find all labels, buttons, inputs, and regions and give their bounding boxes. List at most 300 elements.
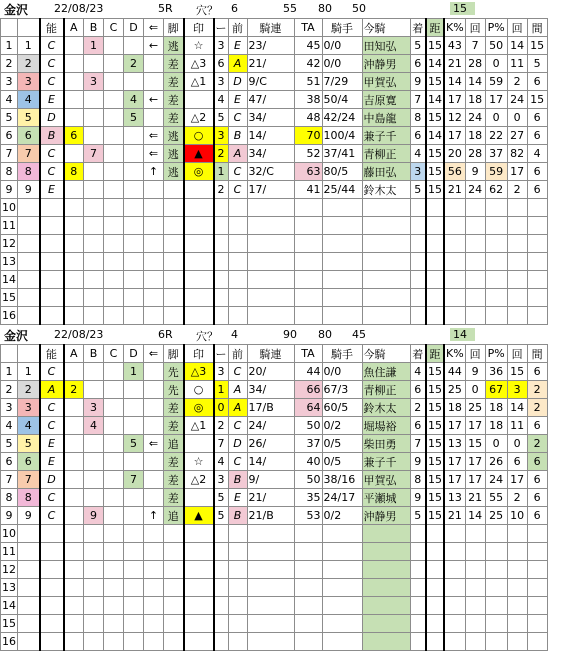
table-cell: 先 (164, 381, 184, 399)
table-cell (228, 289, 247, 307)
table-cell: 8 (410, 109, 426, 127)
table-row (1, 145, 548, 163)
table-cell: 15 (426, 399, 444, 417)
race-header (0, 326, 578, 344)
table-cell (64, 109, 84, 127)
table-cell (507, 615, 527, 633)
table-cell: 6 (410, 55, 426, 73)
table-cell (444, 597, 465, 615)
table-row (1, 199, 548, 217)
table-cell (144, 633, 164, 651)
table-cell: 14 (1, 271, 18, 289)
table-cell: 18 (465, 127, 485, 145)
table-cell: 15 (426, 37, 444, 55)
table-cell: 差 (164, 417, 184, 435)
table-cell: 2 (507, 489, 527, 507)
table-cell (164, 597, 184, 615)
table-cell (410, 253, 426, 271)
table-cell: 8 (18, 163, 40, 181)
header-dist: 15 (450, 2, 475, 15)
table-cell: 魚住謙 (362, 363, 410, 381)
table-cell: 差 (164, 91, 184, 109)
table-cell: 24 (465, 181, 485, 199)
table-cell: 23/ (247, 37, 294, 55)
table-row (1, 561, 548, 579)
table-cell (144, 471, 164, 489)
table-cell (64, 271, 84, 289)
table-row (1, 73, 548, 91)
table-cell (124, 597, 144, 615)
table-cell (104, 381, 124, 399)
table-cell (184, 615, 214, 633)
table-cell (124, 73, 144, 91)
table-cell (247, 289, 294, 307)
column-header: TA (294, 19, 322, 37)
table-cell (485, 199, 507, 217)
table-cell: 66 (294, 381, 322, 399)
table-cell (184, 235, 214, 253)
table-cell (426, 235, 444, 253)
table-cell (214, 525, 229, 543)
table-cell (184, 435, 214, 453)
table-cell (426, 253, 444, 271)
table-cell (294, 235, 322, 253)
table-cell: 17 (465, 453, 485, 471)
table-cell: 4 (214, 91, 229, 109)
table-cell (64, 633, 84, 651)
table-cell (104, 507, 124, 525)
table-cell (444, 543, 465, 561)
table-cell (247, 235, 294, 253)
table-cell (247, 615, 294, 633)
table-cell: 0/2 (322, 507, 362, 525)
table-cell: E (40, 453, 64, 471)
table-cell (426, 561, 444, 579)
table-cell (64, 561, 84, 579)
table-cell: 17 (507, 163, 527, 181)
table-cell: 1 (214, 163, 229, 181)
table-cell (527, 597, 547, 615)
table-cell (144, 181, 164, 199)
column-header: C (104, 19, 124, 37)
table-cell: 13 (1, 579, 18, 597)
table-cell: 17/ (247, 181, 294, 199)
table-cell (410, 235, 426, 253)
table-cell (444, 633, 465, 651)
table-cell (18, 217, 40, 235)
column-header: 騎手 (322, 345, 362, 363)
table-cell: 11 (1, 543, 18, 561)
table-cell: 53 (294, 507, 322, 525)
table-cell: 15 (465, 435, 485, 453)
table-cell (104, 525, 124, 543)
table-cell: 17 (444, 471, 465, 489)
table-cell (444, 289, 465, 307)
table-cell: 7 (18, 471, 40, 489)
column-header: 距 (426, 19, 444, 37)
table-cell (294, 253, 322, 271)
table-cell: ↑ (144, 507, 164, 525)
column-header: P% (485, 19, 507, 37)
table-row (1, 363, 548, 381)
table-cell (64, 145, 84, 163)
table-cell: 14 (444, 73, 465, 91)
table-cell: 7 (410, 435, 426, 453)
table-cell: 10 (1, 199, 18, 217)
table-cell: 17 (465, 417, 485, 435)
table-row (1, 417, 548, 435)
table-cell: 12 (444, 109, 465, 127)
table-cell: 7 (410, 91, 426, 109)
table-cell: 14 (465, 507, 485, 525)
table-cell (40, 615, 64, 633)
table-cell (84, 109, 104, 127)
table-cell (294, 217, 322, 235)
table-cell: 15 (507, 363, 527, 381)
table-cell (84, 633, 104, 651)
table-cell: △3 (184, 363, 214, 381)
column-header: 印 (184, 19, 214, 37)
table-cell: 55 (485, 489, 507, 507)
table-cell: 21/B (247, 507, 294, 525)
table-cell: 40 (294, 453, 322, 471)
table-cell (507, 253, 527, 271)
table-cell (485, 579, 507, 597)
table-cell (124, 579, 144, 597)
table-cell (104, 55, 124, 73)
table-cell (214, 543, 229, 561)
table-cell (84, 525, 104, 543)
table-cell (247, 579, 294, 597)
table-cell (64, 417, 84, 435)
table-cell: 田知弘 (362, 37, 410, 55)
header-n3: 80 (318, 328, 332, 341)
column-header (1, 345, 18, 363)
table-cell (18, 253, 40, 271)
table-cell (485, 615, 507, 633)
table-cell (40, 597, 64, 615)
table-cell (527, 307, 547, 325)
table-cell: 4 (124, 91, 144, 109)
table-cell: ◎ (184, 163, 214, 181)
table-cell: 28 (465, 55, 485, 73)
table-cell: 逃 (164, 127, 184, 145)
table-cell: 0/0 (322, 363, 362, 381)
table-cell (410, 217, 426, 235)
table-cell (84, 163, 104, 181)
table-row (1, 471, 548, 489)
table-cell (362, 217, 410, 235)
table-cell (228, 253, 247, 271)
table-cell (322, 633, 362, 651)
table-row (1, 235, 548, 253)
table-cell: 38 (294, 91, 322, 109)
table-cell: 56 (444, 163, 465, 181)
table-cell (507, 633, 527, 651)
table-cell (444, 217, 465, 235)
table-cell: 21/ (247, 55, 294, 73)
table-cell: 兼子千 (362, 127, 410, 145)
table-cell: 青柳正 (362, 145, 410, 163)
table-cell: 21 (444, 55, 465, 73)
table-cell (444, 199, 465, 217)
table-cell: 16 (1, 633, 18, 651)
column-header: ⇐ (144, 19, 164, 37)
table-cell: 62 (485, 181, 507, 199)
table-cell (84, 363, 104, 381)
table-cell (40, 253, 64, 271)
column-header: ー (214, 345, 229, 363)
table-cell (84, 235, 104, 253)
table-cell (104, 399, 124, 417)
table-cell (184, 289, 214, 307)
table-cell: 先 (164, 363, 184, 381)
table-cell: ▲ (184, 145, 214, 163)
table-cell (527, 543, 547, 561)
table-cell (426, 597, 444, 615)
table-cell: 3 (410, 163, 426, 181)
table-cell (104, 271, 124, 289)
table-cell (410, 307, 426, 325)
table-cell (84, 489, 104, 507)
table-cell: ⇐ (144, 127, 164, 145)
table-cell (18, 597, 40, 615)
table-cell: 7 (1, 471, 18, 489)
table-cell (64, 453, 84, 471)
table-cell: 0 (214, 399, 229, 417)
table-cell: 17 (444, 127, 465, 145)
table-cell (527, 561, 547, 579)
table-cell (164, 217, 184, 235)
table-cell: 6 (410, 381, 426, 399)
table-cell (84, 127, 104, 145)
table-cell: 80/5 (322, 163, 362, 181)
table-cell (40, 199, 64, 217)
table-row (1, 579, 548, 597)
table-cell (214, 633, 229, 651)
column-header: 脚 (164, 345, 184, 363)
table-cell (124, 381, 144, 399)
table-cell (124, 271, 144, 289)
table-cell: ⇐ (144, 145, 164, 163)
table-cell: 0 (465, 381, 485, 399)
table-cell (18, 289, 40, 307)
table-cell: 18 (485, 399, 507, 417)
column-header: 脚 (164, 19, 184, 37)
table-cell (228, 633, 247, 651)
table-cell: 43 (444, 37, 465, 55)
table-cell (410, 615, 426, 633)
table-cell: 50 (294, 417, 322, 435)
table-cell: 10 (507, 507, 527, 525)
table-cell (465, 561, 485, 579)
table-row (1, 489, 548, 507)
table-cell (184, 633, 214, 651)
table-cell (124, 453, 144, 471)
table-cell: C (40, 417, 64, 435)
table-cell: 5 (527, 55, 547, 73)
table-cell: 67/3 (322, 381, 362, 399)
table-cell (410, 271, 426, 289)
table-cell: C (40, 145, 64, 163)
table-cell: ◎ (184, 399, 214, 417)
table-cell: 5 (214, 489, 229, 507)
table-cell (144, 363, 164, 381)
table-cell (444, 253, 465, 271)
table-cell: 6 (507, 453, 527, 471)
table-cell (426, 217, 444, 235)
table-cell (410, 543, 426, 561)
table-cell: 44 (294, 363, 322, 381)
table-cell (465, 271, 485, 289)
table-cell: 2 (1, 381, 18, 399)
table-cell (104, 633, 124, 651)
table-cell (124, 253, 144, 271)
table-cell: 9 (1, 181, 18, 199)
table-cell: 逃 (164, 145, 184, 163)
table-cell (362, 253, 410, 271)
table-cell: 差 (164, 73, 184, 91)
table-cell (40, 561, 64, 579)
table-cell (184, 525, 214, 543)
table-cell (294, 579, 322, 597)
table-cell (247, 253, 294, 271)
table-cell: 47/ (247, 91, 294, 109)
table-cell: B (228, 127, 247, 145)
table-cell: 15 (426, 381, 444, 399)
table-cell: 42/24 (322, 109, 362, 127)
table-cell (214, 307, 229, 325)
table-cell: 15 (426, 471, 444, 489)
table-cell (144, 109, 164, 127)
table-cell (465, 289, 485, 307)
table-cell: 6 (527, 181, 547, 199)
table-cell (64, 471, 84, 489)
table-cell (362, 561, 410, 579)
table-cell (228, 561, 247, 579)
table-cell (444, 235, 465, 253)
table-cell: 中島龍 (362, 109, 410, 127)
table-cell (64, 253, 84, 271)
table-row (1, 525, 548, 543)
table-cell: 15 (426, 435, 444, 453)
table-cell: 14 (426, 127, 444, 145)
table-cell: 11 (1, 217, 18, 235)
table-cell (228, 307, 247, 325)
table-cell: C (228, 163, 247, 181)
table-cell: △2 (184, 471, 214, 489)
table-cell (507, 307, 527, 325)
table-cell: 11 (507, 417, 527, 435)
table-cell: 17 (444, 91, 465, 109)
table-cell (18, 633, 40, 651)
table-cell: 4 (84, 417, 104, 435)
table-cell: C (40, 489, 64, 507)
table-cell (104, 253, 124, 271)
table-cell: E (40, 181, 64, 199)
table-cell: 20/ (247, 363, 294, 381)
table-cell (104, 37, 124, 55)
table-cell: 甲賀弘 (362, 471, 410, 489)
table-row (1, 507, 548, 525)
table-cell (247, 307, 294, 325)
table-cell: C (40, 163, 64, 181)
table-cell: 6 (527, 109, 547, 127)
table-cell: 24/17 (322, 489, 362, 507)
table-cell (322, 271, 362, 289)
table-cell (184, 307, 214, 325)
table-cell: C (228, 109, 247, 127)
table-cell (485, 271, 507, 289)
table-cell (426, 615, 444, 633)
table-cell (294, 289, 322, 307)
table-row (1, 597, 548, 615)
table-cell: 14 (426, 91, 444, 109)
table-cell (84, 181, 104, 199)
table-cell (426, 271, 444, 289)
table-cell: ← (144, 91, 164, 109)
table-cell: 14/ (247, 453, 294, 471)
column-header: 回 (465, 345, 485, 363)
table-cell: 2 (410, 399, 426, 417)
table-cell: 34/ (247, 145, 294, 163)
table-cell: 52 (294, 145, 322, 163)
table-cell (362, 289, 410, 307)
table-cell: 34/ (247, 381, 294, 399)
header-n3: 80 (318, 2, 332, 15)
table-cell: 9 (410, 453, 426, 471)
table-cell: △3 (184, 55, 214, 73)
table-cell: 9/ (247, 471, 294, 489)
table-cell (64, 73, 84, 91)
table-cell: 1 (1, 37, 18, 55)
table-cell: 6 (527, 471, 547, 489)
table-cell (228, 199, 247, 217)
table-cell (322, 253, 362, 271)
table-cell (18, 307, 40, 325)
table-cell (507, 579, 527, 597)
table-cell: 3 (214, 73, 229, 91)
table-cell (184, 597, 214, 615)
table-cell: 甲賀弘 (362, 73, 410, 91)
table-cell (104, 307, 124, 325)
table-cell (124, 127, 144, 145)
table-cell: 兼子千 (362, 453, 410, 471)
table-cell: 堀場裕 (362, 417, 410, 435)
table-cell: 4 (18, 417, 40, 435)
table-cell (294, 525, 322, 543)
table-cell (485, 525, 507, 543)
table-cell: 0/0 (322, 37, 362, 55)
table-cell: 1 (84, 37, 104, 55)
table-cell (465, 307, 485, 325)
table-row (1, 453, 548, 471)
table-row (1, 435, 548, 453)
table-cell (465, 235, 485, 253)
table-cell (64, 543, 84, 561)
table-cell: 42 (294, 55, 322, 73)
table-cell (426, 307, 444, 325)
table-cell (124, 543, 144, 561)
table-cell (214, 579, 229, 597)
table-row (1, 289, 548, 307)
column-header: ー (214, 19, 229, 37)
table-cell (527, 271, 547, 289)
table-cell (410, 597, 426, 615)
column-header: 今騎 (362, 345, 410, 363)
table-cell: 24 (465, 109, 485, 127)
table-cell (426, 199, 444, 217)
